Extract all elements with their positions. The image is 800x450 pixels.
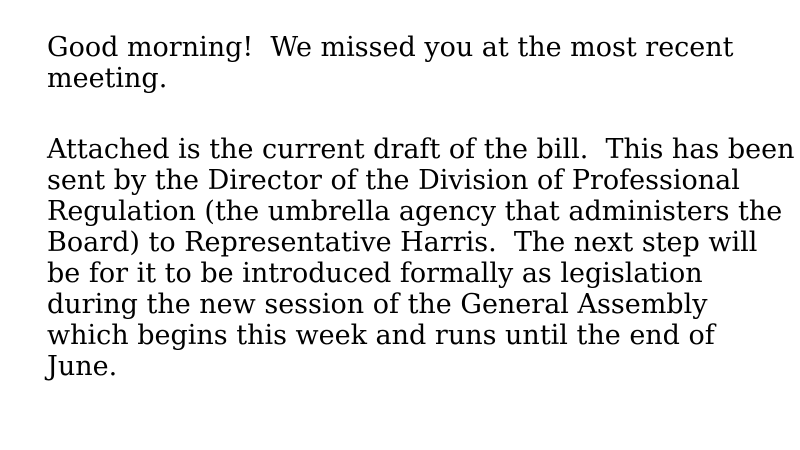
text-line: sent by the Director of the Division of Professional — [47, 165, 740, 196]
paragraph-spacer — [47, 94, 787, 134]
text-line: Regulation (the umbrella agency that administers the — [47, 196, 783, 227]
text-line: Attached is the current draft of the bill. This has been — [47, 134, 795, 165]
text-line: meeting. — [47, 63, 168, 94]
text-line: during the new session of the General Assembly — [47, 289, 708, 320]
text-line: which begins this week and runs until the end of — [47, 320, 715, 351]
text-line: be for it to be introduced formally as legislation — [47, 258, 703, 289]
text-line: June. — [47, 351, 118, 382]
bill-draft-paragraph — [47, 134, 795, 382]
text-line: Board) to Representative Harris. The next step will — [47, 227, 758, 258]
greeting-paragraph — [47, 32, 787, 94]
message-body — [47, 32, 795, 382]
text-line: Good morning! We missed you at the most recent — [47, 32, 734, 63]
